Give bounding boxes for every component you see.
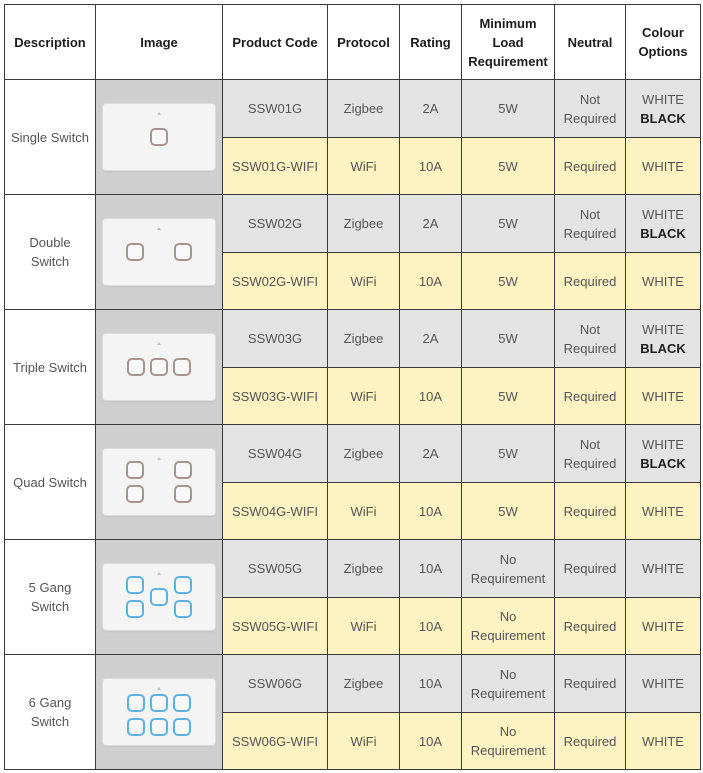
neutral: Required: [555, 368, 626, 425]
neutral: Required: [555, 655, 626, 713]
protocol: Zigbee: [328, 310, 400, 368]
product-code: SSW05G-WIFI: [223, 598, 328, 655]
table-row: [5, 425, 701, 483]
product-description: 6 Gang Switch: [5, 655, 96, 770]
protocol: WiFi: [328, 713, 400, 770]
neutral: Not Required: [555, 310, 626, 368]
neutral: Required: [555, 540, 626, 598]
product-description: Single Switch: [5, 80, 96, 195]
single-switch-icon: [103, 104, 215, 170]
product-description: Triple Switch: [5, 310, 96, 425]
colour-white: WHITE: [642, 321, 684, 337]
colour-black: BLACK: [640, 340, 686, 356]
product-description: Double Switch: [5, 195, 96, 310]
product-code: SSW04G-WIFI: [223, 483, 328, 540]
product-code: SSW02G: [223, 195, 328, 253]
min-load: 5W: [462, 368, 555, 425]
product-code: SSW04G: [223, 425, 328, 483]
product-code: SSW01G-WIFI: [223, 138, 328, 195]
neutral: Not Required: [555, 195, 626, 253]
colour-options: [626, 425, 701, 483]
min-load: 5W: [462, 425, 555, 483]
product-image: [96, 80, 223, 195]
neutral: Not Required: [555, 425, 626, 483]
quad-switch-icon: [103, 449, 215, 515]
min-load: 5W: [462, 195, 555, 253]
neutral: Required: [555, 138, 626, 195]
colour-white: WHITE: [642, 91, 684, 107]
product-code: SSW01G: [223, 80, 328, 138]
header-product-code: Product Code: [223, 5, 328, 80]
product-description: Quad Switch: [5, 425, 96, 540]
product-image: [96, 425, 223, 540]
min-load: 5W: [462, 483, 555, 540]
neutral: Required: [555, 253, 626, 310]
colour-black: BLACK: [640, 225, 686, 241]
product-code: SSW03G-WIFI: [223, 368, 328, 425]
rating: 10A: [400, 598, 462, 655]
product-code: SSW05G: [223, 540, 328, 598]
colour-black: BLACK: [640, 455, 686, 471]
colour-options: WHITE: [626, 483, 701, 540]
min-load: No Requirement: [462, 713, 555, 770]
colour-options: WHITE: [626, 598, 701, 655]
min-load: 5W: [462, 253, 555, 310]
product-description: 5 Gang Switch: [5, 540, 96, 655]
colour-options: WHITE: [626, 253, 701, 310]
header-row: [5, 5, 701, 80]
rating: 2A: [400, 425, 462, 483]
protocol: Zigbee: [328, 540, 400, 598]
rating: 10A: [400, 713, 462, 770]
rating: 10A: [400, 368, 462, 425]
colour-options: WHITE: [626, 138, 701, 195]
product-image: [96, 195, 223, 310]
rating: 2A: [400, 195, 462, 253]
triple-switch-icon: [103, 334, 215, 400]
table-row: [5, 80, 701, 138]
rating: 10A: [400, 540, 462, 598]
rating: 2A: [400, 310, 462, 368]
product-spec-table: [4, 4, 701, 770]
rating: 10A: [400, 138, 462, 195]
rating: 2A: [400, 80, 462, 138]
protocol: Zigbee: [328, 425, 400, 483]
colour-options: WHITE: [626, 655, 701, 713]
colour-white: WHITE: [642, 436, 684, 452]
header-image: Image: [96, 5, 223, 80]
product-image: [96, 655, 223, 770]
protocol: Zigbee: [328, 655, 400, 713]
header-description: Description: [5, 5, 96, 80]
rating: 10A: [400, 655, 462, 713]
table-row: [5, 655, 701, 713]
protocol: WiFi: [328, 483, 400, 540]
min-load: No Requirement: [462, 655, 555, 713]
min-load: 5W: [462, 310, 555, 368]
protocol: WiFi: [328, 253, 400, 310]
header-neutral: Neutral: [555, 5, 626, 80]
product-code: SSW03G: [223, 310, 328, 368]
min-load: 5W: [462, 80, 555, 138]
min-load: No Requirement: [462, 598, 555, 655]
5-gang-switch-icon: [103, 564, 215, 630]
protocol: Zigbee: [328, 80, 400, 138]
neutral: Required: [555, 483, 626, 540]
min-load: No Requirement: [462, 540, 555, 598]
neutral: Not Required: [555, 80, 626, 138]
header-protocol: Protocol: [328, 5, 400, 80]
table-row: [5, 310, 701, 368]
neutral: Required: [555, 713, 626, 770]
header-colour-options: Colour Options: [626, 5, 701, 80]
colour-options: [626, 195, 701, 253]
table-row: [5, 540, 701, 598]
protocol: Zigbee: [328, 195, 400, 253]
product-image: [96, 310, 223, 425]
colour-black: BLACK: [640, 110, 686, 126]
rating: 10A: [400, 253, 462, 310]
product-code: SSW06G: [223, 655, 328, 713]
rating: 10A: [400, 483, 462, 540]
colour-options: WHITE: [626, 713, 701, 770]
6-gang-switch-icon: [103, 679, 215, 745]
product-image: [96, 540, 223, 655]
colour-white: WHITE: [642, 206, 684, 222]
colour-options: [626, 80, 701, 138]
protocol: WiFi: [328, 368, 400, 425]
colour-options: WHITE: [626, 540, 701, 598]
protocol: WiFi: [328, 138, 400, 195]
product-code: SSW02G-WIFI: [223, 253, 328, 310]
protocol: WiFi: [328, 598, 400, 655]
colour-options: WHITE: [626, 368, 701, 425]
table-row: [5, 195, 701, 253]
product-code: SSW06G-WIFI: [223, 713, 328, 770]
header-min-load: Minimum Load Requirement: [462, 5, 555, 80]
double-switch-icon: [103, 219, 215, 285]
colour-options: [626, 310, 701, 368]
min-load: 5W: [462, 138, 555, 195]
neutral: Required: [555, 598, 626, 655]
header-rating: Rating: [400, 5, 462, 80]
